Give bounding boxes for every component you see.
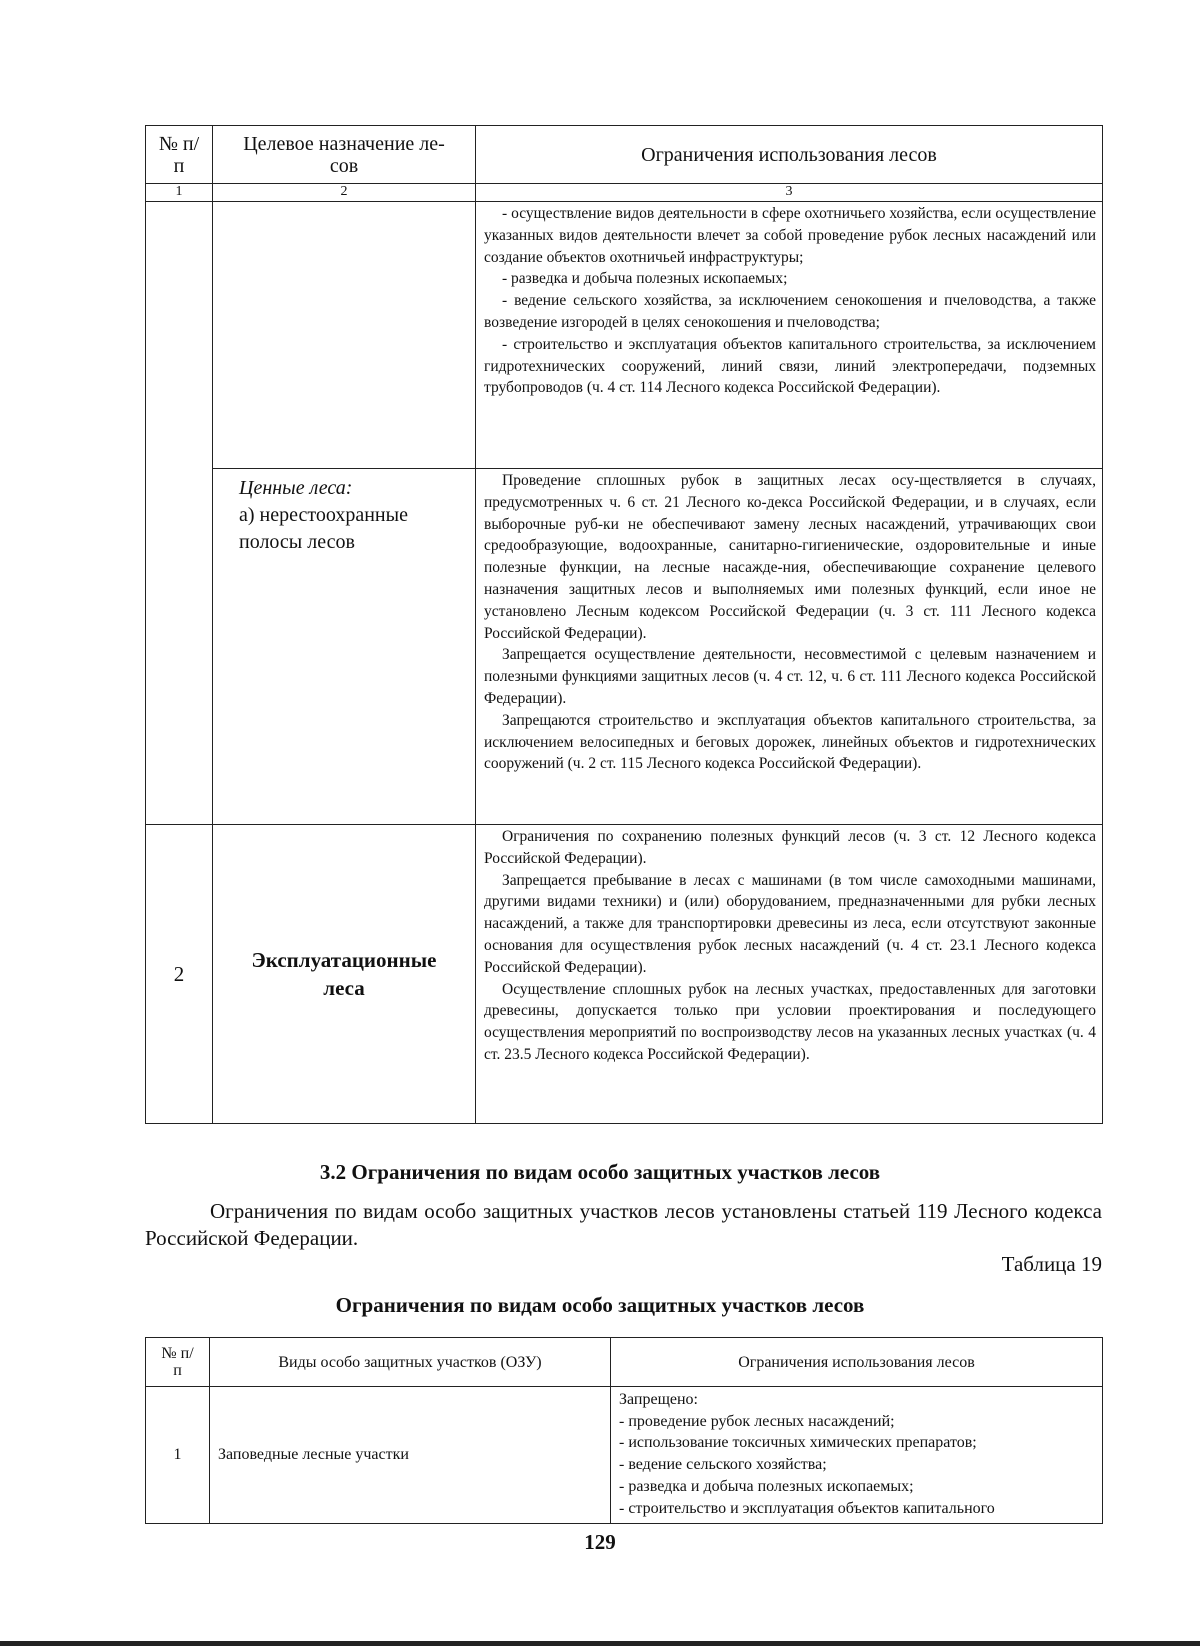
exploit-restrictions-cell [476,825,1103,1124]
header-num: № п/п [146,126,213,184]
t2-line-2: - проведение рубок лесных насаждений; [619,1412,895,1430]
cont-purpose-cell [213,202,476,469]
valuable-purpose-cell [213,469,476,825]
valuable-restrictions-cell [476,469,1103,825]
cont-item-agriculture: - ведение сельского хозяйства, за исключением сенокошения и пчеловодства, а также возведение изгородей в целях сенокошения и пчеловодства; [484,292,1096,331]
table-label: Таблица 19 [1001,1252,1102,1276]
t2-row1-restrictions [611,1387,1103,1524]
section-paragraph: Ограничения по видам особо защитных участков лесов установлены статьей 119 Лесного кодекса Российской Федерации. [145,1199,1102,1250]
exploit-name: Эксплуатационные леса [213,825,476,1124]
cont-item-construction: - строительство и эксплуатация объектов капитального строительства, за исключением гидротехнических сооружений, линий связи, линий электропередачи, подземных трубопроводов (ч. 4 ст. 114 Лесного кодекса Российской Федерации). [484,335,1096,397]
page-number: 129 [584,1530,616,1554]
header-purpose: Целевое назначение ле-сов [213,126,476,184]
exploit-num: 2 [146,825,213,1124]
index-2: 2 [213,184,476,202]
exploit-para-2: Запрещается пребывание в лесах с машинами (в том числе самоходными машинами, другими видами техники) и (или) оборудованием, предназначенными для рубки лесных насаждений, а также для транспортировки древесины из леса, если отсутствуют законные основания для осуществления рубок лесных насаждений (ч. 4 ст. 23.1 Лесного кодекса Российской Федерации). [484,871,1096,976]
t2-line-5: - разведка и добыча полезных ископаемых; [619,1477,914,1495]
t2-header-num: № п/п [146,1338,210,1387]
cont-item-hunting: - осуществление видов деятельности в сфере охотничьего хозяйства, если осуществление указанных видов деятельности влечет за собой проведение рубок лесных насаждений или создание объектов охотничьей инфраструктуры; [484,205,1096,266]
section-heading: 3.2 Ограничения по видам особо защитных участков лесов [319,1160,881,1184]
valuable-para-1: Проведение сплошных рубок в защитных лесах осу-ществляется в случаях, предусмотренных ч. 6 ст. 21 Лесного ко-декса Российской Федерации, и в случаях, если выборочные руб-ки не обеспечивают замену лесных насаждений, утрачивающих свои средообразующие, водоохранные, санитарно-гигиенические, оздоровительные и иные полезные функции, на лесные насажде-ния, обеспечивающие сохранение целевого назначения защитных лесов и выполняемых ими полезных функций, если иное не установлено Лесным кодексом Российской Федерации (ч. 3 ст. 111 Лесного кодекса Российской Федерации). [484,472,1096,642]
t2-row1-type: Заповедные лесные участки [210,1387,611,1524]
t2-line-4: - ведение сельского хозяйства; [619,1456,827,1474]
table-title: Ограничения по видам особо защитных участков лесов [335,1293,865,1317]
t2-line-6: - строительство и эксплуатация объектов капитального [619,1499,995,1517]
valuable-para-2: Запрещается осуществление деятельности, несовместимой с целевым назначением и полезными функциями защитных лесов (ч. 4 ст. 12, ч. 6 ст. 111 Лесного кодекса Российской Федерации). [484,646,1096,707]
t2-line-3: - использование токсичных химических препаратов; [619,1434,977,1452]
index-3: 3 [476,184,1103,202]
bottom-rule [0,1641,1200,1646]
t2-header-restrictions: Ограничения использования лесов [611,1338,1103,1387]
cont-num-cell [146,202,213,469]
forest-restrictions-table [145,125,1103,1124]
protective-plots-table [145,1337,1103,1524]
header-restrictions: Ограничения использования лесов [476,126,1103,184]
valuable-para-3: Запрещаются строительство и эксплуатация объектов капитального строительства, за исключением велосипедных и беговых дорожек, линейных объектов и гидротехнических сооружений (ч. 2 ст. 115 Лесного кодекса Российской Федерации). [484,711,1096,773]
cont-restrictions-cell [476,202,1103,469]
exploit-para-3: Осуществление сплошных рубок на лесных участках, предоставленных для заготовки древесины, допускается только при условии проектирования и последующего осуществления мероприятий по воспроизводству лесов на указанных лесных участках (ч. 4 ст. 23.5 Лесного кодекса Российской Федерации). [484,980,1096,1063]
valuable-num-cell [146,469,213,825]
t2-line-1: Запрещено: [619,1391,698,1408]
valuable-forests-title: Ценные леса: [239,477,353,499]
exploit-para-1: Ограничения по сохранению полезных функций лесов (ч. 3 ст. 12 Лесного кодекса Российской Федерации). [484,828,1096,867]
valuable-forests-subtitle: а) нерестоохранные полосы лесов [239,504,408,553]
t2-header-types: Виды особо защитных участков (ОЗУ) [210,1338,611,1387]
index-1: 1 [146,184,213,202]
cont-item-mining: - разведка и добыча полезных ископаемых; [502,270,788,288]
t2-row1-num: 1 [146,1387,210,1524]
